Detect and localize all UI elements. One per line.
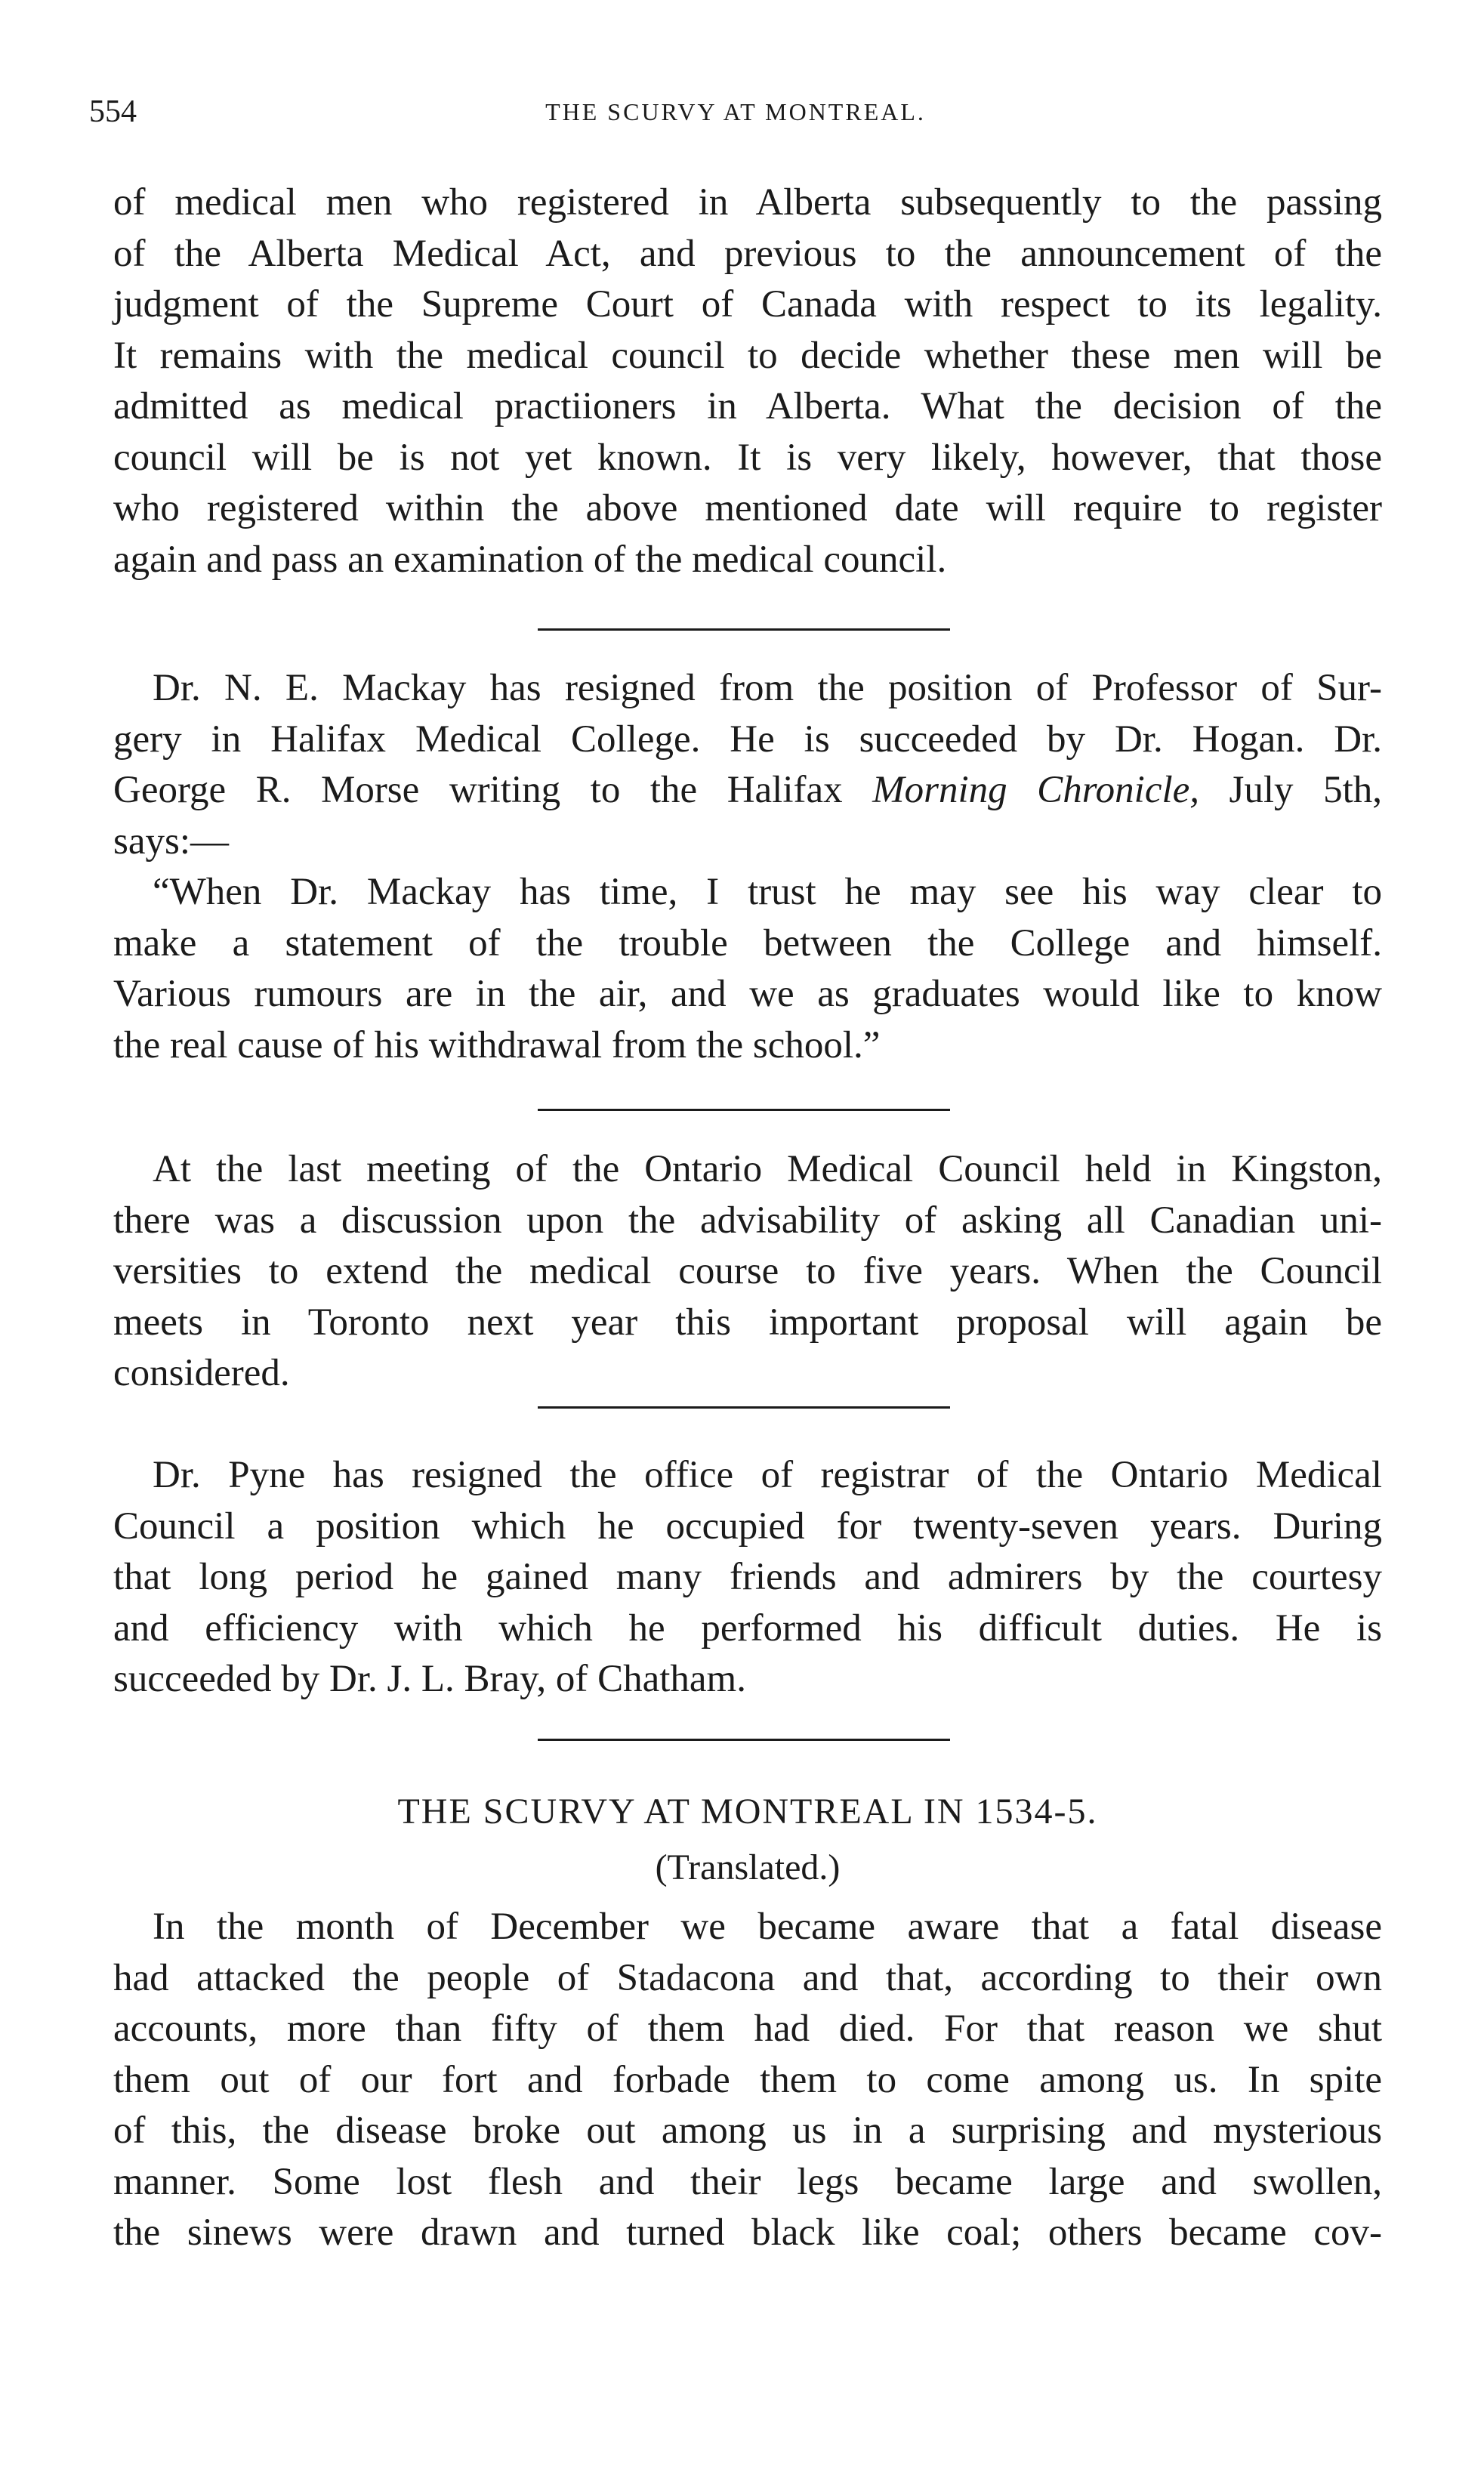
text-line: manner. Some lost flesh and their legs became large and swollen, (113, 2160, 1382, 2203)
text-line: the sinews were drawn and turned black like coal; others became cov- (113, 2211, 1382, 2254)
paragraph-ontario-council (113, 1144, 1382, 1400)
text-line: Dr. N. E. Mackay has resigned from the position of Professor of Sur- (153, 667, 1382, 709)
text-line: It remains with the medical council to decide whether these men will be (113, 334, 1382, 377)
quote-line: make a statement of the trouble between the College and himself. (113, 921, 1382, 964)
text-line: At the last meeting of the Ontario Medical Council held in Kingston, (153, 1148, 1382, 1190)
text-line: of the Alberta Medical Act, and previous to the announcement of the (113, 232, 1382, 275)
page-number: 554 (89, 94, 137, 129)
text-line: meets in Toronto next year this important proposal will again be (113, 1301, 1382, 1344)
quote-line: the real cause of his withdrawal from the school.” (113, 1023, 881, 1066)
paragraph-mackay-resignation (113, 663, 1382, 1071)
text-line: versities to extend the medical course to five years. When the Council (113, 1250, 1382, 1292)
text-line: had attacked the people of Stadacona and that, according to their own (113, 1956, 1382, 1999)
text-segment: July 5th, (1199, 769, 1383, 811)
text-line: of this, the disease broke out among us in a surprising and mysterious (113, 2109, 1382, 2152)
text-line (113, 765, 1382, 816)
text-line: admitted as medical practiioners in Alberta. What the decision of the (113, 385, 1382, 427)
text-line: says:— (113, 819, 229, 863)
running-title: THE SCURVY AT MONTREAL. (545, 98, 926, 125)
paragraph-scurvy-account (113, 1902, 1382, 2259)
newspaper-title: Morning Chronicle, (872, 769, 1200, 811)
text-line: of medical men who registered in Alberta subsequently to the passing (113, 181, 1382, 224)
paragraph-pyne-resignation (113, 1450, 1382, 1705)
text-line: judgment of the Supreme Court of Canada with respect to its legality. (113, 283, 1382, 326)
section-divider (538, 1739, 950, 1741)
section-divider (538, 1109, 950, 1111)
text-line: them out of our fort and forbade them to come among us. In spite (113, 2058, 1382, 2101)
text-line: Dr. Pyne has resigned the office of registrar of the Ontario Medical (153, 1454, 1382, 1496)
section-divider (538, 1406, 950, 1409)
quote-line: Various rumours are in the air, and we as graduates would like to know (113, 973, 1382, 1015)
text-line: council will be is not yet known. It is very likely, however, that those (113, 436, 1382, 479)
text-line: who registered within the above mentioned date will require to register (113, 487, 1382, 529)
section-divider (538, 628, 950, 631)
text-line: and efficiency with which he performed his difficult duties. He is (113, 1606, 1382, 1650)
text-line: Council a position which he occupied for twenty-seven years. During (113, 1505, 1382, 1548)
text-line: considered. (113, 1352, 290, 1394)
paragraph-alberta-registration (113, 177, 1382, 585)
text-line: again and pass an examination of the medical council. (113, 538, 947, 581)
text-line: accounts, more than fifty of them had died. For that reason we shut (113, 2008, 1382, 2050)
page-header (89, 89, 1382, 134)
text-line: succeeded by Dr. J. L. Bray, of Chatham. (113, 1658, 746, 1700)
section-subtitle: (Translated.) (655, 1847, 841, 1887)
text-segment: George R. Morse writing to the Halifax (113, 769, 873, 811)
section-title: THE SCURVY AT MONTREAL IN 1534-5. (397, 1792, 1098, 1832)
text-line: In the month of December we became aware that a fatal disease (153, 1906, 1382, 1948)
text-line: that long period he gained many friends and admirers by the courtesy (113, 1556, 1382, 1598)
quote-line: “When Dr. Mackay has time, I trust he may see his way clear to (153, 871, 1382, 913)
text-line: there was a discussion upon the advisability of asking all Canadian uni- (113, 1199, 1382, 1242)
text-line: gery in Halifax Medical College. He is succeeded by Dr. Hogan. Dr. (113, 718, 1382, 761)
